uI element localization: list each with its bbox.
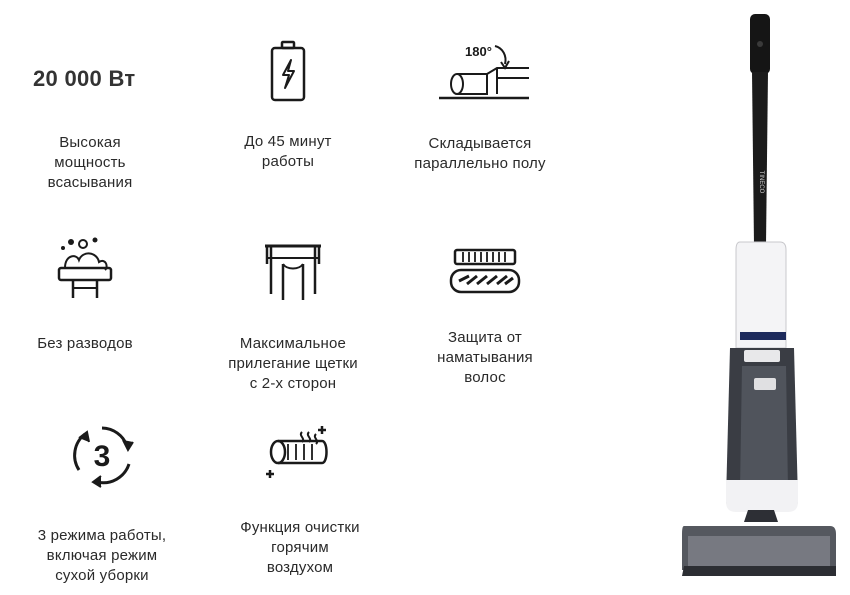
feature-label: Защита от наматывания волос bbox=[437, 329, 533, 386]
power-value: 20 000 Вт bbox=[33, 66, 136, 91]
feature-suction-power bbox=[20, 133, 160, 193]
tank-latch bbox=[754, 378, 776, 390]
floor-head-base bbox=[682, 566, 836, 576]
three-modes-icon bbox=[67, 420, 137, 490]
brand-text: TINECO bbox=[758, 170, 764, 194]
feature-anti-tangle bbox=[415, 240, 555, 388]
lower-body bbox=[726, 480, 798, 512]
power-button-icon bbox=[757, 41, 763, 47]
feature-label: Максимальное прилегание щетки с 2-х сторон bbox=[228, 335, 358, 392]
mode-count-text: 3 bbox=[93, 440, 111, 473]
feature-hot-air-drying bbox=[225, 420, 375, 578]
battery-icon bbox=[268, 40, 308, 104]
brush-edge-icon bbox=[261, 240, 325, 306]
feature-label: До 45 минут работы bbox=[244, 133, 332, 170]
feature-three-modes bbox=[12, 420, 192, 586]
tank-handle bbox=[744, 350, 780, 362]
feature-label: Функция очистки горячим воздухом bbox=[240, 519, 360, 576]
fold-180-icon bbox=[425, 36, 535, 106]
feature-fold-flat bbox=[395, 36, 565, 174]
shaft bbox=[752, 72, 768, 245]
roller-brush bbox=[688, 536, 830, 566]
neck-joint bbox=[744, 510, 778, 522]
feature-battery-runtime bbox=[213, 40, 363, 172]
vacuum-product-image bbox=[670, 10, 845, 595]
fold-angle-text: 180° bbox=[465, 44, 492, 59]
feature-label: 3 режима работы, включая режим сухой уборки bbox=[37, 527, 167, 584]
accent-band bbox=[740, 332, 786, 340]
feature-label: Складывается параллельно полу bbox=[414, 135, 546, 172]
feature-streak-free bbox=[20, 236, 150, 354]
feature-edge-brush bbox=[208, 240, 378, 394]
streak-free-icon bbox=[53, 236, 117, 306]
feature-label: Без разводов bbox=[37, 335, 133, 352]
roller-brush-icon bbox=[447, 240, 523, 300]
feature-label: Высокая мощность всасывания bbox=[47, 134, 133, 191]
hot-air-roller-icon bbox=[262, 420, 338, 482]
